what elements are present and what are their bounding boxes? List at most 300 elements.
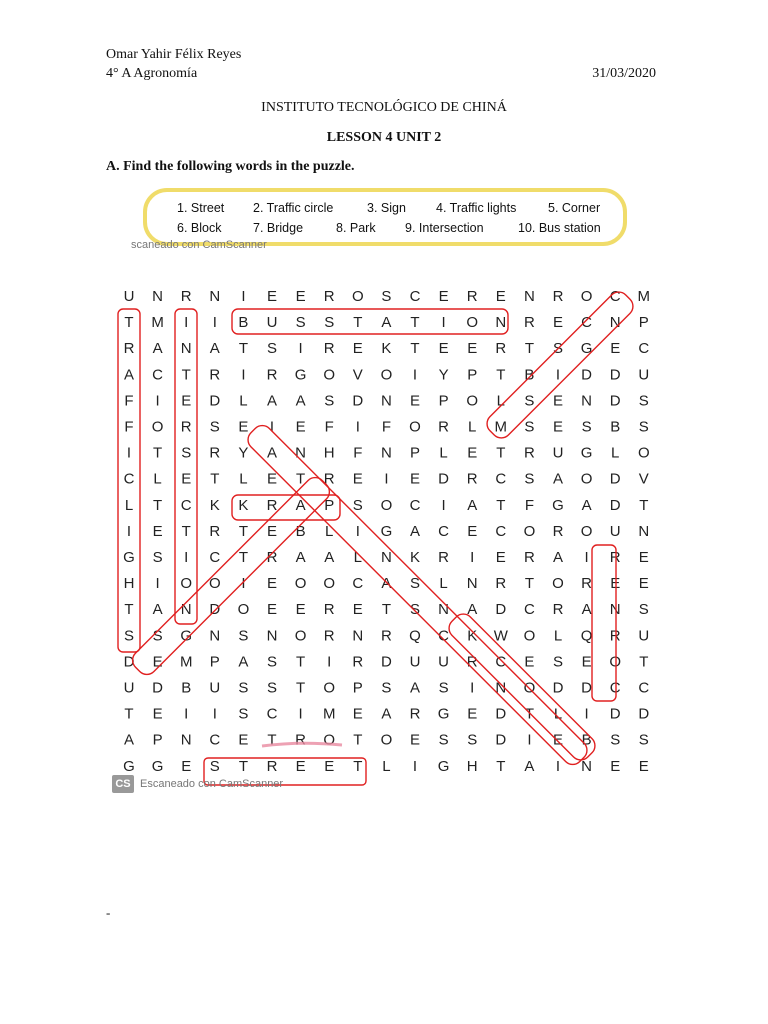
puzzle-letter: S xyxy=(209,418,220,436)
puzzle-letter: L xyxy=(439,444,448,462)
puzzle-letter: T xyxy=(353,731,363,749)
puzzle-letter: E xyxy=(524,653,535,671)
puzzle-letter: O xyxy=(323,731,336,749)
puzzle-letter: K xyxy=(409,549,421,566)
puzzle-letter: I xyxy=(412,366,418,384)
puzzle-letter: R xyxy=(466,653,478,671)
puzzle-letter: E xyxy=(552,314,564,332)
puzzle-letter: N xyxy=(152,288,164,305)
puzzle-letter: D xyxy=(552,679,564,697)
puzzle-letter: S xyxy=(581,418,592,436)
word-list-item: 7. Bridge xyxy=(253,221,304,235)
puzzle-letter: T xyxy=(496,366,506,384)
puzzle-letter: R xyxy=(180,418,192,436)
puzzle-letter: K xyxy=(238,496,249,514)
puzzle-letter: I xyxy=(555,757,561,775)
puzzle-letter: D xyxy=(609,392,621,410)
puzzle-letter: R xyxy=(209,366,221,384)
puzzle-letter: P xyxy=(209,653,220,671)
puzzle-letter: E xyxy=(610,340,621,358)
puzzle-letter: E xyxy=(152,653,163,671)
puzzle-letter: A xyxy=(152,601,163,619)
puzzle-letter: S xyxy=(438,731,449,749)
puzzle-letter: F xyxy=(353,444,363,462)
puzzle-letter: B xyxy=(581,731,592,749)
puzzle-letter: R xyxy=(552,288,564,305)
puzzle-letter: E xyxy=(638,549,649,566)
puzzle-letter: C xyxy=(123,470,135,488)
puzzle-letter: D xyxy=(609,366,621,384)
puzzle-letter: C xyxy=(438,627,450,645)
puzzle-letter: S xyxy=(552,653,564,671)
puzzle-letter: D xyxy=(123,653,135,671)
puzzle-letter: S xyxy=(409,575,421,593)
puzzle-letters xyxy=(123,288,650,775)
puzzle-letter: T xyxy=(181,366,191,384)
puzzle-letter: O xyxy=(294,627,307,645)
word-list-item: 2. Traffic circle xyxy=(253,201,334,215)
puzzle-letter: R xyxy=(609,627,621,645)
puzzle-letter: N xyxy=(295,444,307,462)
puzzle-letter: P xyxy=(467,366,478,384)
puzzle-letter: R xyxy=(266,496,278,514)
puzzle-letter: D xyxy=(581,366,593,384)
puzzle-letter: E xyxy=(409,731,421,749)
puzzle-letter: N xyxy=(180,731,192,749)
puzzle-letter: I xyxy=(241,575,246,593)
word-list-item: 5. Corner xyxy=(548,201,601,215)
puzzle-letter: T xyxy=(353,314,363,332)
puzzle-letter: O xyxy=(409,418,421,436)
puzzle-letter: N xyxy=(438,601,450,619)
puzzle-letter: D xyxy=(380,653,392,671)
puzzle-letter: R xyxy=(438,418,450,436)
puzzle-letter: O xyxy=(351,288,364,305)
puzzle-letter: T xyxy=(296,470,306,488)
puzzle-letter: M xyxy=(179,653,193,671)
puzzle-letter: E xyxy=(409,392,421,410)
puzzle-letter: E xyxy=(552,731,564,749)
puzzle-letter: L xyxy=(382,757,391,775)
puzzle-letter: Q xyxy=(409,627,421,645)
puzzle-letter: S xyxy=(238,705,249,723)
puzzle-letter: I xyxy=(241,366,246,384)
puzzle-letter: I xyxy=(126,444,132,462)
puzzle-letter: R xyxy=(438,549,450,566)
puzzle-letter: K xyxy=(467,627,478,645)
puzzle-letter: C xyxy=(609,288,621,305)
puzzle-letter: I xyxy=(327,653,332,671)
puzzle-letter: T xyxy=(496,444,506,462)
puzzle-letter: L xyxy=(611,444,620,462)
puzzle-letter: S xyxy=(552,340,564,358)
puzzle-letter: T xyxy=(238,340,248,358)
puzzle-letter: C xyxy=(495,522,507,540)
puzzle-letter: O xyxy=(580,288,593,305)
puzzle-letter: A xyxy=(123,731,135,749)
puzzle-letter: D xyxy=(609,470,621,488)
puzzle-letter: D xyxy=(209,392,221,410)
puzzle-letter: U xyxy=(123,288,135,305)
puzzle-letter: D xyxy=(638,705,650,723)
puzzle-letter: G xyxy=(580,340,593,358)
puzzle-letter: R xyxy=(209,522,221,540)
puzzle-letter: R xyxy=(323,601,335,619)
puzzle-letter: E xyxy=(467,522,478,540)
puzzle-letter: I xyxy=(355,418,360,436)
puzzle-letter: A xyxy=(381,575,392,593)
puzzle-letter: U xyxy=(438,653,450,671)
word-list-item: 10. Bus station xyxy=(518,221,601,235)
puzzle-letter: S xyxy=(524,470,535,488)
puzzle-letter: T xyxy=(496,496,506,514)
puzzle-letter: I xyxy=(384,470,389,488)
puzzle-letter: E xyxy=(438,340,449,358)
puzzle-letter: T xyxy=(496,757,506,775)
puzzle-letter: L xyxy=(124,496,134,514)
puzzle-letter: L xyxy=(553,627,563,645)
puzzle-letter: A xyxy=(295,496,306,514)
puzzle-letter: R xyxy=(380,627,392,645)
puzzle-letter: D xyxy=(352,392,364,410)
puzzle-letter: N xyxy=(380,392,392,410)
puzzle-letter: I xyxy=(584,549,589,566)
puzzle-letter: I xyxy=(441,496,446,514)
puzzle-letter: O xyxy=(523,522,536,540)
puzzle-letter: A xyxy=(266,444,278,462)
puzzle-letter: E xyxy=(352,340,363,358)
puzzle-letter: G xyxy=(437,705,450,723)
puzzle-letter: O xyxy=(580,522,593,540)
puzzle-letter: E xyxy=(152,522,163,540)
puzzle-letter: T xyxy=(296,653,306,671)
puzzle-letter: N xyxy=(638,522,650,540)
puzzle-letter: O xyxy=(552,575,564,593)
puzzle-letter: C xyxy=(495,470,507,488)
puzzle-letter: C xyxy=(409,288,421,305)
puzzle-letter: A xyxy=(209,340,220,358)
puzzle-letter: N xyxy=(209,288,221,305)
puzzle-letter: N xyxy=(581,757,593,775)
puzzle-letter: A xyxy=(467,496,478,514)
puzzle-letter: E xyxy=(467,340,478,358)
puzzle-letter: D xyxy=(495,601,507,619)
puzzle-letter: P xyxy=(438,392,449,410)
puzzle-letter: A xyxy=(238,653,249,671)
puzzle-letter: T xyxy=(153,496,163,514)
word-list-item: 9. Intersection xyxy=(405,221,484,235)
puzzle-letter: R xyxy=(323,340,335,358)
puzzle-letter: E xyxy=(638,757,649,775)
puzzle-letter: C xyxy=(180,496,192,514)
puzzle-letter: U xyxy=(123,679,135,697)
puzzle-letter: D xyxy=(609,705,621,723)
puzzle-letter: S xyxy=(181,444,192,462)
puzzle-letter: R xyxy=(466,470,478,488)
puzzle-letter: I xyxy=(184,549,189,566)
puzzle-letter: T xyxy=(524,705,534,723)
puzzle-letter: N xyxy=(209,627,221,645)
puzzle-letter: D xyxy=(495,731,507,749)
puzzle-letter: E xyxy=(352,470,363,488)
puzzle-letter: E xyxy=(467,705,478,723)
lesson-title: LESSON 4 UNIT 2 xyxy=(326,130,442,145)
puzzle-letter: I xyxy=(126,522,132,540)
scanner-watermark-text: scaneado con CamScanner xyxy=(131,239,267,251)
puzzle-letter: I xyxy=(470,549,475,566)
puzzle-letter: R xyxy=(266,757,278,775)
puzzle-letter: R xyxy=(295,731,307,749)
puzzle-letter: S xyxy=(610,731,621,749)
puzzle-letter: U xyxy=(638,627,650,645)
puzzle-letter: O xyxy=(180,575,193,593)
puzzle-letter: V xyxy=(352,366,363,384)
puzzle-letter: R xyxy=(323,470,335,488)
puzzle-letter: L xyxy=(439,575,448,593)
puzzle-letter: R xyxy=(323,288,335,305)
puzzle-letter: T xyxy=(181,522,191,540)
puzzle-letter: E xyxy=(438,288,449,305)
puzzle-letter: R xyxy=(209,444,221,462)
puzzle-letter: G xyxy=(180,627,193,645)
puzzle-letter: I xyxy=(155,575,160,593)
word-list-item: 6. Block xyxy=(177,221,222,235)
camscanner-logo: CS xyxy=(112,775,134,793)
course-group: 4° A Agronomía xyxy=(106,66,198,81)
puzzle-letter: O xyxy=(323,366,336,384)
puzzle-letter: E xyxy=(295,288,306,305)
puzzle-letter: O xyxy=(294,575,307,593)
puzzle-letter: I xyxy=(355,522,360,540)
puzzle-letter: B xyxy=(610,418,621,436)
puzzle-letter: O xyxy=(380,731,393,749)
puzzle-letter: E xyxy=(495,549,506,566)
puzzle-letter: S xyxy=(295,314,306,332)
puzzle-letter: G xyxy=(123,757,135,775)
puzzle-letter: C xyxy=(409,496,421,514)
puzzle-letter: T xyxy=(296,679,306,697)
puzzle-letter: S xyxy=(438,679,449,697)
puzzle-letter: E xyxy=(181,392,192,410)
puzzle-letter: S xyxy=(352,496,363,514)
puzzle-letter: I xyxy=(298,705,303,723)
puzzle-letter: U xyxy=(266,314,278,332)
puzzle-letter: O xyxy=(523,627,536,645)
puzzle-letter: Y xyxy=(238,444,249,462)
document-date: 31/03/2020 xyxy=(592,66,656,81)
puzzle-letter: O xyxy=(609,653,622,671)
puzzle-letter: E xyxy=(610,757,621,775)
puzzle-letter: R xyxy=(552,601,564,619)
puzzle-letter: I xyxy=(527,731,532,749)
puzzle-letter: S xyxy=(123,627,135,645)
puzzle-letter: A xyxy=(266,392,278,410)
puzzle-letter: E xyxy=(238,731,249,749)
puzzle-letter: R xyxy=(523,444,535,462)
puzzle-letter: O xyxy=(466,392,479,410)
puzzle-letter: F xyxy=(524,496,534,514)
puzzle-letter: I xyxy=(184,314,189,332)
puzzle-letter: A xyxy=(324,549,335,566)
puzzle-letter: T xyxy=(267,731,277,749)
puzzle-letter: B xyxy=(524,366,535,384)
puzzle-letter: V xyxy=(638,470,649,488)
puzzle-letter: S xyxy=(638,601,649,619)
puzzle-letter: S xyxy=(152,549,163,566)
puzzle-letter: Y xyxy=(438,366,449,384)
puzzle-letter: O xyxy=(380,496,393,514)
puzzle-letter: E xyxy=(266,288,278,305)
puzzle-letter: E xyxy=(266,575,278,593)
puzzle-letter: P xyxy=(152,731,163,749)
puzzle-letter: E xyxy=(295,418,306,436)
puzzle-letter: G xyxy=(552,496,564,514)
puzzle-letter: S xyxy=(524,392,535,410)
puzzle-letter: R xyxy=(180,288,192,305)
puzzle-letter: N xyxy=(380,444,392,462)
puzzle-letter: C xyxy=(209,549,221,566)
puzzle-letter: E xyxy=(352,705,363,723)
puzzle-letter: L xyxy=(239,470,248,488)
puzzle-letter: I xyxy=(298,340,303,358)
puzzle-letter: N xyxy=(523,288,535,305)
puzzle-letter: L xyxy=(468,418,477,436)
puzzle-letter: N xyxy=(609,601,621,619)
puzzle-letter: T xyxy=(238,549,248,566)
puzzle-letter: T xyxy=(381,601,391,619)
puzzle-letter: T xyxy=(124,705,134,723)
puzzle-letter: C xyxy=(266,705,278,723)
puzzle-letter: R xyxy=(552,522,564,540)
puzzle-letter: N xyxy=(380,549,392,566)
puzzle-letter: O xyxy=(466,314,479,332)
puzzle-letter: C xyxy=(523,601,535,619)
puzzle-letter: M xyxy=(637,288,651,305)
puzzle-letter: A xyxy=(152,340,163,358)
puzzle-letter: E xyxy=(610,575,621,593)
puzzle-letter: G xyxy=(123,549,135,566)
puzzle-letter: U xyxy=(552,444,564,462)
puzzle-letter: T xyxy=(524,340,534,358)
puzzle-letter: U xyxy=(409,653,421,671)
puzzle-letter: C xyxy=(152,366,164,384)
puzzle-letter: A xyxy=(295,392,306,410)
puzzle-letter: T xyxy=(353,757,363,775)
puzzle-letter: S xyxy=(324,314,335,332)
puzzle-letter: I xyxy=(412,757,418,775)
puzzle-letter: E xyxy=(266,470,278,488)
puzzle-letter: F xyxy=(381,418,391,436)
puzzle-letter: D xyxy=(438,470,450,488)
puzzle-letter: H xyxy=(323,444,335,462)
puzzle-letter: M xyxy=(151,314,164,332)
puzzle-letter: I xyxy=(470,679,475,697)
puzzle-letter: I xyxy=(184,705,189,723)
puzzle-letter: B xyxy=(238,314,249,332)
puzzle-letter: R xyxy=(466,288,478,305)
puzzle-letter: T xyxy=(410,340,420,358)
puzzle-letter: T xyxy=(639,653,649,671)
puzzle-letter: E xyxy=(295,601,306,619)
puzzle-letter: L xyxy=(496,392,505,410)
puzzle-letter: O xyxy=(580,470,593,488)
puzzle-letter: O xyxy=(380,366,393,384)
puzzle-letter: O xyxy=(151,418,164,436)
puzzle-letter: T xyxy=(124,601,134,619)
puzzle-letter: I xyxy=(241,288,246,305)
puzzle-letter: S xyxy=(381,288,392,305)
highlight-corner xyxy=(592,545,616,701)
puzzle-letter: E xyxy=(409,470,421,488)
puzzle-letter: O xyxy=(523,679,536,697)
puzzle-letter: L xyxy=(325,522,334,540)
puzzle-letter: R xyxy=(266,549,278,566)
puzzle-letter: S xyxy=(152,627,163,645)
puzzle-letter: N xyxy=(495,314,507,332)
puzzle-letter: R xyxy=(581,575,593,593)
puzzle-letter: U xyxy=(609,522,621,540)
puzzle-letter: R xyxy=(352,653,364,671)
puzzle-letter: N xyxy=(180,340,192,358)
puzzle-letter: F xyxy=(124,392,134,410)
puzzle-letter: Q xyxy=(580,627,593,645)
puzzle-letter: H xyxy=(466,757,478,775)
puzzle-letter: S xyxy=(409,601,421,619)
puzzle-letter: E xyxy=(581,653,592,671)
puzzle-letter: E xyxy=(181,470,192,488)
puzzle-letter: S xyxy=(324,392,335,410)
puzzle-letter: O xyxy=(323,575,336,593)
puzzle-letter: T xyxy=(238,522,248,540)
puzzle-letter: S xyxy=(638,392,649,410)
puzzle-letter: C xyxy=(609,679,621,697)
puzzle-letter: S xyxy=(209,757,220,775)
puzzle-letter: E xyxy=(552,418,564,436)
puzzle-letter: N xyxy=(180,601,192,619)
puzzle-letter: N xyxy=(609,314,621,332)
puzzle-letter: T xyxy=(210,470,220,488)
puzzle-letter: T xyxy=(639,496,649,514)
puzzle-letter: D xyxy=(495,705,507,723)
puzzle-letter: S xyxy=(638,418,649,436)
puzzle-letter: E xyxy=(238,418,249,436)
puzzle-letter: L xyxy=(553,705,563,723)
puzzle-letter: R xyxy=(609,549,621,566)
puzzle-letter: R xyxy=(495,575,507,593)
puzzle-letter: G xyxy=(294,366,307,384)
puzzle-letter: S xyxy=(266,653,278,671)
puzzle-letter: E xyxy=(324,757,335,775)
puzzle-letter: S xyxy=(266,340,278,358)
puzzle-letter: A xyxy=(295,549,306,566)
puzzle-letter: P xyxy=(324,496,335,514)
puzzle-letter: N xyxy=(495,679,507,697)
puzzle-letter: R xyxy=(266,366,278,384)
puzzle-letter: P xyxy=(352,679,363,697)
puzzle-letter: I xyxy=(212,314,217,332)
puzzle-letter: B xyxy=(181,679,192,697)
puzzle-letter: E xyxy=(152,705,163,723)
puzzle-letter: C xyxy=(438,522,450,540)
puzzle-letter: S xyxy=(381,679,392,697)
puzzle-letter: O xyxy=(208,575,221,593)
puzzle-letter: P xyxy=(409,444,421,462)
puzzle-letter: I xyxy=(441,314,446,332)
puzzle-letter: F xyxy=(324,418,334,436)
puzzle-letter: R xyxy=(409,705,421,723)
puzzle-letter: A xyxy=(524,757,535,775)
puzzle-letter: K xyxy=(209,496,220,514)
